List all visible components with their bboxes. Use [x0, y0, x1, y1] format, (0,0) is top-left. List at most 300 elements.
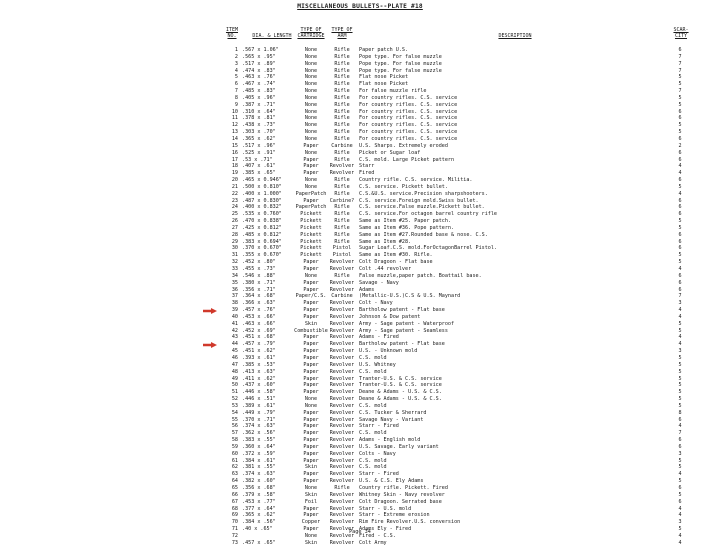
item-number: 51 [231, 389, 238, 396]
cartridge-type: Paper [303, 423, 319, 430]
table-row [0, 314, 720, 321]
scarcity: 5 [678, 402, 682, 409]
arm-type: Revolver [329, 286, 355, 293]
arm-type: Revolver [329, 478, 355, 485]
item-number: 35 [231, 279, 238, 286]
table-row [0, 403, 720, 410]
dia-length: .446 x .58" [242, 389, 276, 396]
cartridge-type: Paper [303, 163, 319, 170]
item-number: 18 [231, 163, 238, 170]
item-number: 68 [231, 505, 238, 512]
arm-type: Rifle [334, 135, 350, 142]
dia-length: .382 x .60" [242, 478, 276, 485]
item-number: 56 [231, 423, 238, 430]
dia-length: .437 x .60" [242, 382, 276, 389]
cartridge-type: None [304, 485, 318, 491]
cartridge-type: Paper [303, 313, 319, 320]
item-number: 43 [231, 334, 238, 341]
arm-type: Revolver [329, 279, 355, 286]
arm-type: Rifle [334, 129, 350, 136]
description: C.S. service.For octagon barrel country rifle [359, 211, 498, 218]
description: Army - Sage patent - Waterproof [359, 320, 455, 327]
table-row [0, 54, 720, 61]
scarcity: 5 [678, 224, 682, 231]
arm-type: Rifle [334, 149, 350, 156]
item-number: 23 [231, 197, 238, 204]
dia-length: .463 x .66" [242, 320, 276, 327]
table-row [0, 143, 720, 150]
dia-length: .374 x .63" [242, 471, 276, 478]
scarcity: 6 [678, 108, 682, 115]
cartridge-type: None [304, 183, 318, 190]
arm-type: Rifle [334, 122, 350, 129]
table-row [0, 464, 720, 471]
item-number: 53 [231, 402, 238, 409]
dia-length: .356 x .68" [242, 485, 276, 491]
arm-type: Revolver [329, 471, 355, 478]
table-row [0, 369, 720, 376]
item-number: 61 [231, 457, 238, 464]
header-item-no-text: ITEM NO. [225, 27, 239, 39]
description: Tranter-U.S. & C.S. service [359, 375, 442, 382]
arm-type: Revolver [329, 532, 355, 539]
scarcity: 2 [678, 142, 682, 149]
cartridge-type: None [304, 67, 318, 74]
item-number: 37 [231, 293, 238, 300]
dia-length: .485 x .83" [242, 88, 276, 95]
arm-type: Revolver [329, 416, 355, 423]
arm-type: Rifle [334, 211, 350, 218]
table-row [0, 458, 720, 465]
item-number: 29 [231, 238, 238, 245]
item-number: 34 [231, 272, 238, 279]
table-row [0, 68, 720, 75]
dia-length: .387 x .71" [242, 101, 276, 108]
description: C.S. mold [359, 457, 387, 464]
cartridge-type: None [304, 47, 318, 53]
description: Deane & Adams - U.S. & C.S. [359, 396, 442, 403]
scarcity: 5 [678, 361, 682, 368]
dia-length: .455 x .73" [242, 266, 276, 272]
scarcity: 5 [678, 327, 682, 334]
arm-type: Rifle [334, 238, 350, 245]
arm-type: Rifle [334, 231, 350, 238]
item-number: 1 [234, 47, 238, 53]
dia-length: .393 x .61" [242, 354, 276, 361]
dia-length: .525 x .91" [242, 149, 276, 156]
table-row [0, 191, 720, 198]
arm-type: Revolver [329, 361, 355, 368]
table-row [0, 485, 720, 492]
table-row [0, 61, 720, 68]
description: Paper patch U.S. [359, 47, 409, 53]
description: Whitney Skin - Navy revolver [359, 491, 445, 498]
arm-type: Revolver [329, 443, 355, 450]
table-row [0, 382, 720, 389]
item-number: 50 [231, 382, 238, 389]
dia-length: .457 x .79" [242, 341, 276, 348]
table-row [0, 540, 720, 547]
arm-type: Rifle [334, 224, 350, 231]
cartridge-type: Paper/C.S. [295, 293, 327, 300]
item-number: 13 [231, 129, 238, 136]
cartridge-type: Pickett [300, 211, 322, 218]
cartridge-type: None [304, 149, 318, 156]
item-number: 70 [231, 519, 238, 526]
cartridge-type: None [304, 135, 318, 142]
scarcity: 6 [678, 437, 682, 444]
table-row [0, 245, 720, 252]
dia-length: .384 x .56" [242, 519, 276, 526]
cartridge-type: Combustible [294, 327, 328, 334]
arm-type: Rifle [334, 60, 350, 67]
description: C.S. mold [359, 430, 387, 437]
arm-type: Revolver [329, 491, 355, 498]
item-number: 33 [231, 266, 238, 272]
cartridge-type: None [304, 396, 318, 403]
table-row [0, 109, 720, 116]
item-number: 14 [231, 135, 238, 142]
scarcity: 6 [678, 47, 682, 53]
description: Pope type. For false muzzle [359, 67, 442, 74]
cartridge-type: Pickett [300, 252, 322, 259]
description: C.S. service.False muzzle.Pickett bullet. [359, 204, 485, 211]
arm-type: Rifle [334, 81, 350, 88]
arm-type: Revolver [329, 334, 355, 341]
cartridge-type: Paper [303, 368, 319, 375]
scarcity: 5 [678, 218, 682, 225]
table-row [0, 47, 720, 54]
table-row [0, 88, 720, 95]
dia-length: .407 x .61" [242, 163, 276, 170]
item-number: 5 [234, 74, 238, 81]
page-number: Page 34 [349, 529, 371, 535]
table-row [0, 184, 720, 191]
cartridge-type: Paper [303, 430, 319, 437]
item-number: 30 [231, 245, 238, 252]
scarcity: 5 [678, 129, 682, 136]
dia-length: .385 x .53" [242, 361, 276, 368]
dia-length: .365 x .62" [242, 135, 276, 142]
dia-length: .303 x .70" [242, 129, 276, 136]
dia-length: .366 x .63" [242, 300, 276, 307]
table-row [0, 102, 720, 109]
scarcity: 5 [678, 491, 682, 498]
cartridge-type: Paper [303, 259, 319, 266]
arm-type: Revolver [329, 170, 355, 177]
cartridge-type: None [304, 60, 318, 67]
description: C.S. mold [359, 464, 387, 471]
table-row [0, 129, 720, 136]
item-number: 26 [231, 218, 238, 225]
arm-type: Rifle [334, 47, 350, 53]
scarcity: 5 [678, 368, 682, 375]
arm-type: Rifle [334, 74, 350, 81]
scarcity: 5 [678, 101, 682, 108]
scarcity: 6 [678, 177, 682, 184]
item-number: 72 [231, 532, 238, 539]
dia-length: .383 x 0.694" [242, 238, 282, 245]
scarcity: 7 [678, 60, 682, 67]
dia-length: .565 x .95" [242, 53, 276, 60]
cartridge-type: Pickett [300, 231, 322, 238]
dia-length: .470 x 0.838" [242, 218, 282, 225]
description: U.S. Whitney [359, 361, 396, 368]
item-number: 36 [231, 286, 238, 293]
scarcity: 7 [678, 293, 682, 300]
cartridge-type: None [304, 101, 318, 108]
description: For country rifles. C.S. service [359, 101, 458, 108]
scarcity: 5 [678, 122, 682, 129]
scarcity: 4 [678, 163, 682, 170]
description: U.S. - Unknown mold [359, 348, 418, 355]
dia-length: .40 x .65" [242, 526, 273, 533]
arm-type: Carbine [331, 293, 353, 300]
scarcity: 6 [678, 197, 682, 204]
scarcity: 5 [678, 81, 682, 88]
dia-length: .451 x .62" [242, 348, 276, 355]
table-row [0, 451, 720, 458]
item-number: 58 [231, 437, 238, 444]
item-number: 24 [231, 204, 238, 211]
bullet-table [0, 47, 720, 547]
description: Starr - Extreme erosion [359, 512, 430, 519]
dia-length: .474 x .83" [242, 67, 276, 74]
scarcity: 7 [678, 88, 682, 95]
table-row [0, 444, 720, 451]
table-row [0, 74, 720, 81]
header-arm: TYPE OF ARM [331, 27, 353, 39]
item-number: 15 [231, 142, 238, 149]
header-description: DESCRIPTION [498, 32, 532, 39]
description: Bartholow patent - Flat base [359, 341, 445, 348]
description: C.S. service.Foreign mold.Swiss bullet. [359, 197, 479, 204]
table-row [0, 519, 720, 526]
dia-length: .425 x 0.812" [242, 224, 282, 231]
arm-type: Revolver [329, 430, 355, 437]
cartridge-type: Paper [303, 409, 319, 416]
description: For false muzzle rifle [359, 88, 427, 95]
item-number: 12 [231, 122, 238, 129]
description: Same as Item #25. Paper patch. [359, 218, 452, 225]
scarcity: 5 [678, 382, 682, 389]
item-number: 7 [234, 88, 238, 95]
scarcity: 5 [678, 354, 682, 361]
dia-length: .452 x .69" [242, 327, 276, 334]
scarcity: 7 [678, 430, 682, 437]
dia-length: .365 x .62" [242, 512, 276, 519]
table-row [0, 259, 720, 266]
dia-length: .377 x .64" [242, 505, 276, 512]
dia-length: .370 x .71" [242, 416, 276, 423]
dia-length: .383 x .55" [242, 437, 276, 444]
arm-type: Revolver [329, 163, 355, 170]
scarcity: 6 [678, 211, 682, 218]
description: For country rifles. C.S. service [359, 108, 458, 115]
arm-type: Revolver [329, 259, 355, 266]
scarcity: 6 [678, 135, 682, 142]
item-number: 59 [231, 443, 238, 450]
item-number: 57 [231, 430, 238, 437]
arm-type: Revolver [329, 382, 355, 389]
scarcity: 7 [678, 53, 682, 60]
dia-length: .378 x .81" [242, 115, 276, 122]
item-number: 31 [231, 252, 238, 259]
arm-type: Revolver [329, 320, 355, 327]
item-number: 10 [231, 108, 238, 115]
dia-length: .400 x 1.000" [242, 190, 282, 197]
scarcity: 5 [678, 259, 682, 266]
scarcity: 5 [678, 252, 682, 259]
description: Starr [359, 163, 375, 170]
description: Colts - Navy [359, 450, 396, 457]
item-number: 69 [231, 512, 238, 519]
arm-type: Revolver [329, 300, 355, 307]
scarcity: 3 [678, 450, 682, 457]
cartridge-type: None [304, 53, 318, 60]
item-number: 9 [234, 101, 238, 108]
description: C.S. mold [359, 368, 387, 375]
dia-length: .449 x .79" [242, 409, 276, 416]
table-row [0, 273, 720, 280]
table-row [0, 430, 720, 437]
table-row [0, 225, 720, 232]
description: Same as Item #30. Rifle. [359, 252, 433, 259]
scarcity: 6 [678, 245, 682, 252]
scarcity: 6 [678, 443, 682, 450]
table-row [0, 410, 720, 417]
cartridge-type: None [304, 108, 318, 115]
scarcity: 5 [678, 526, 682, 533]
cartridge-type: Paper [303, 354, 319, 361]
cartridge-type: Skin [304, 320, 318, 327]
dia-length: .370 x 0.670" [242, 245, 282, 252]
cartridge-type: Pickett [300, 245, 322, 252]
arm-type: Revolver [329, 354, 355, 361]
scarcity: 6 [678, 279, 682, 286]
table-row [0, 396, 720, 403]
description: Starr - Fired [359, 471, 399, 478]
cartridge-type: Paper [303, 279, 319, 286]
table-row [0, 198, 720, 205]
table-row [0, 492, 720, 499]
arm-type: Revolver [329, 307, 355, 314]
dia-length: .374 x .63" [242, 423, 276, 430]
dia-length: .500 x 0.810" [242, 183, 282, 190]
dia-length: .411 x .62" [242, 375, 276, 382]
item-number: 60 [231, 450, 238, 457]
table-row [0, 232, 720, 239]
item-number: 32 [231, 259, 238, 266]
table-row [0, 348, 720, 355]
scarcity: 4 [678, 512, 682, 519]
table-row [0, 163, 720, 170]
dia-length: .517 x .89" [242, 60, 276, 67]
scarcity: 3 [678, 519, 682, 526]
item-number: 21 [231, 183, 238, 190]
item-number: 3 [234, 60, 238, 67]
arm-type: Pistol [332, 252, 352, 259]
cartridge-type: None [304, 177, 318, 184]
dia-length: .438 x .73" [242, 122, 276, 129]
description: Rim Fire Revolver.U.S. conversion [359, 519, 461, 526]
arm-type: Revolver [329, 539, 355, 546]
description: Tranter-U.S. & C.S. service [359, 382, 442, 389]
cartridge-type: None [304, 272, 318, 279]
arm-type: Revolver [329, 327, 355, 334]
item-number: 25 [231, 211, 238, 218]
description: Flat nose Picket [359, 81, 409, 88]
description: For country rifles. C.S. service [359, 122, 458, 129]
cartridge-type: Paper [303, 170, 319, 177]
description: Deane & Adams - U.S. & C.S. [359, 389, 442, 396]
table-row [0, 170, 720, 177]
cartridge-type: Paper [303, 471, 319, 478]
cartridge-type: Skin [304, 491, 318, 498]
scarcity: 5 [678, 320, 682, 327]
scarcity: 6 [678, 156, 682, 163]
scarcity: 3 [678, 348, 682, 355]
cartridge-type: Pickett [300, 218, 322, 225]
dia-length: .446 x .51" [242, 396, 276, 403]
dia-length: .400 x 0.832" [242, 204, 282, 211]
cartridge-type: PaperPatch [295, 204, 327, 211]
table-row [0, 362, 720, 369]
cartridge-type: Paper [303, 341, 319, 348]
description: C.S. service. Pickett bullet. [359, 183, 448, 190]
scarcity: 5 [678, 457, 682, 464]
dia-length: .385 x .65" [242, 170, 276, 177]
scarcity: 6 [678, 204, 682, 211]
item-number: 39 [231, 307, 238, 314]
cartridge-type: Paper [303, 266, 319, 272]
page-title: MISCELLANEOUS BULLETS--PLATE #18 [297, 3, 423, 10]
scarcity: 4 [678, 334, 682, 341]
dia-length: .356 x .71" [242, 286, 276, 293]
table-row [0, 300, 720, 307]
item-number: 55 [231, 416, 238, 423]
description: Starr - U.S. mold [359, 505, 412, 512]
item-number: 4 [234, 67, 238, 74]
item-number: 64 [231, 478, 238, 485]
item-number: 52 [231, 396, 238, 403]
dia-length: .457 x .65" [242, 539, 276, 546]
item-number: 49 [231, 375, 238, 382]
item-number: 45 [231, 348, 238, 355]
description: Flat nose Picket [359, 74, 409, 81]
scarcity: 4 [678, 266, 682, 272]
item-number: 48 [231, 368, 238, 375]
item-number: 42 [231, 327, 238, 334]
dia-length: .465 x 0.946" [242, 177, 282, 184]
cartridge-type: Pickett [300, 238, 322, 245]
scarcity: 4 [678, 423, 682, 430]
description: C.S. mold. Large Picket pattern [359, 156, 455, 163]
description: (Metallic-U.S.)C.S & U.S. Maynard [359, 293, 461, 300]
table-row [0, 478, 720, 485]
description: C.S. mold [359, 402, 387, 409]
cartridge-type: Paper [303, 300, 319, 307]
cartridge-type: None [304, 122, 318, 129]
description: Pope type. For false muzzle [359, 60, 442, 67]
dia-length: .485 x 0.812" [242, 231, 282, 238]
dia-length: .457 x .76" [242, 307, 276, 314]
scarcity: 5 [678, 396, 682, 403]
scarcity: 3 [678, 300, 682, 307]
cartridge-type: Paper [303, 437, 319, 444]
description: For country rifles. C.S. service [359, 115, 458, 122]
arm-type: Rifle [334, 88, 350, 95]
